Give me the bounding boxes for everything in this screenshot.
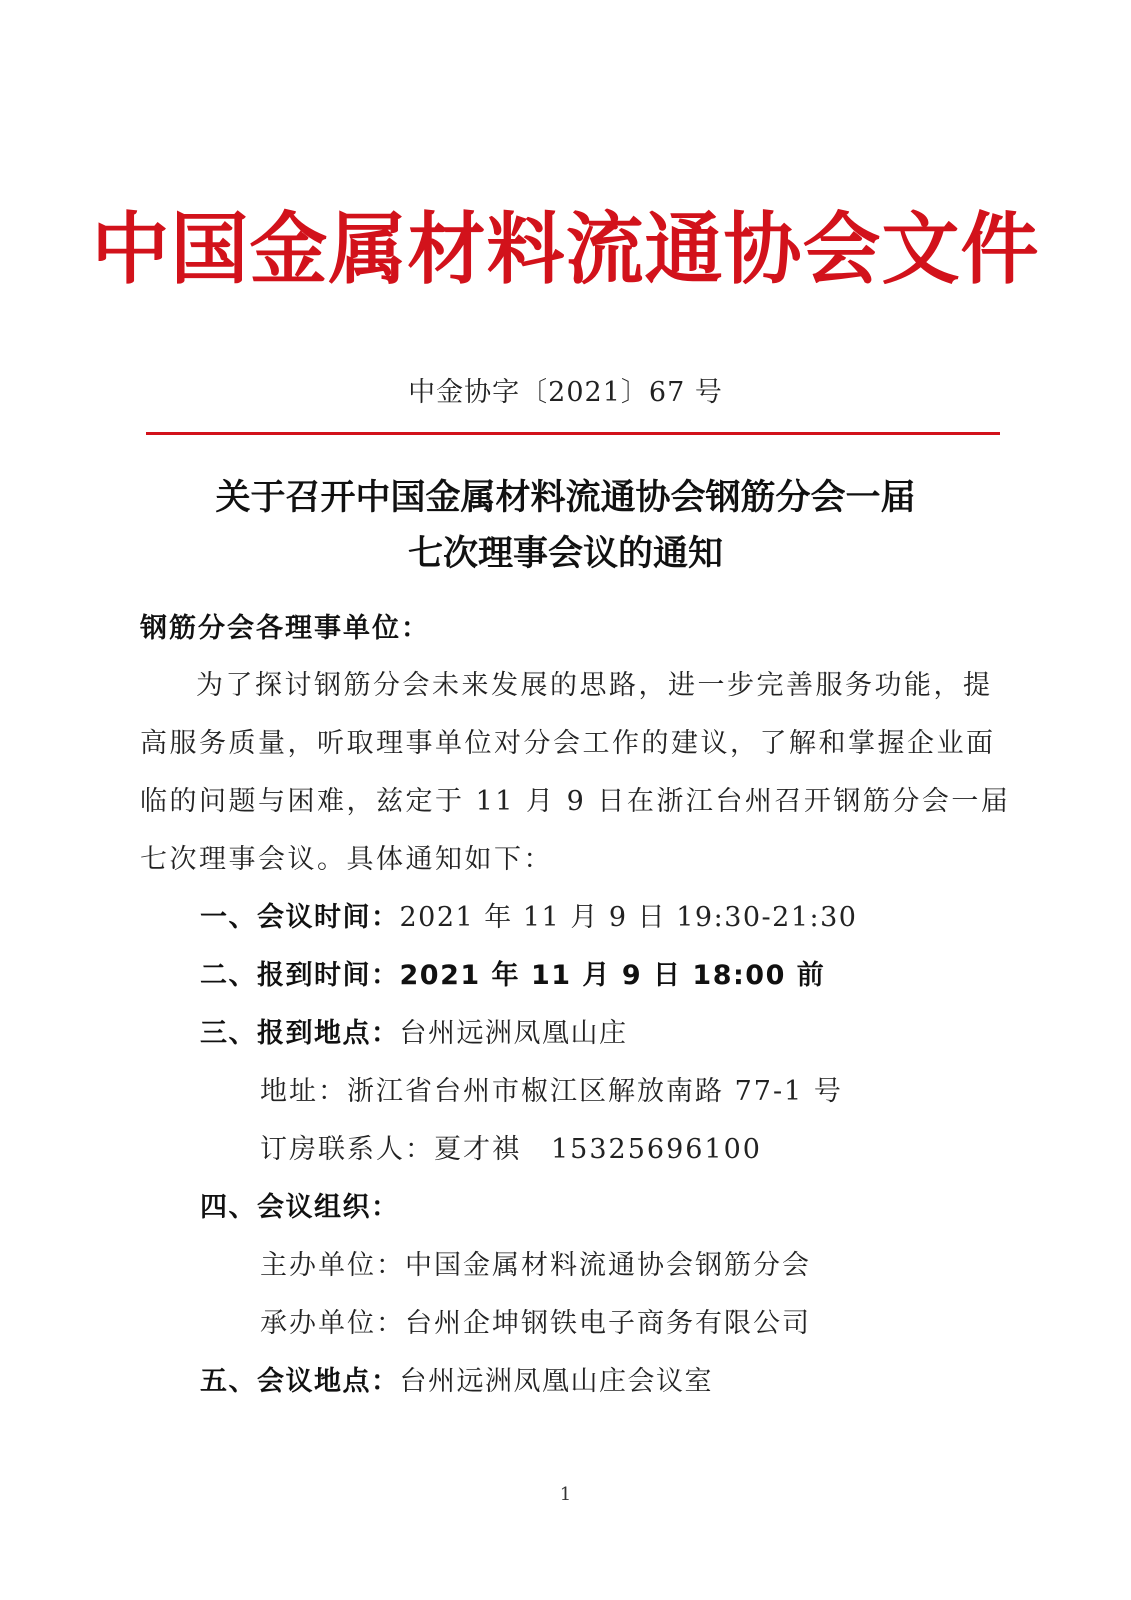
checkin-place-label: 三、报到地点： — [200, 1018, 400, 1049]
meeting-place-label: 五、会议地点： — [200, 1366, 400, 1397]
page-number: 1 — [559, 1484, 572, 1505]
checkin-place-item — [200, 1014, 628, 1054]
document-number: 中金协字〔2021〕67 号 — [408, 377, 723, 408]
body-paragraph-line: 七次理事会议。具体通知如下： — [140, 844, 553, 875]
masthead-title: 中国金属材料流通协会文件 — [91, 205, 1040, 295]
checkin-time-label: 二、报到时间： — [200, 960, 400, 991]
organization-item — [200, 1188, 400, 1228]
body-paragraph-line: 高服务质量，听取理事单位对分会工作的建议，了解和掌握企业面 — [140, 728, 996, 759]
booking-contact-phone: 15325696100 — [551, 1134, 762, 1165]
notice-title-line-2: 七次理事会议的通知 — [407, 534, 723, 574]
meeting-place-item — [200, 1362, 713, 1402]
organization-label: 四、会议组织： — [200, 1192, 400, 1223]
checkin-time-value: 2021 年 11 月 9 日 18:00 前 — [399, 960, 826, 991]
host-line: 主办单位：中国金属材料流通协会钢筋分会 — [260, 1250, 811, 1281]
meeting-time-label: 一、会议时间： — [200, 902, 400, 933]
booking-contact-label: 订房联系人：夏才祺 — [260, 1134, 521, 1165]
meeting-time-item — [200, 898, 858, 938]
red-divider-line — [146, 432, 1000, 435]
checkin-time-item — [200, 956, 825, 996]
meeting-place-value: 台州远洲凤凰山庄会议室 — [399, 1366, 713, 1397]
meeting-time-value: 2021 年 11 月 9 日 19:30-21:30 — [399, 902, 858, 933]
salutation: 钢筋分会各理事单位： — [140, 613, 430, 644]
organizer-line: 承办单位：台州企坤钢铁电子商务有限公司 — [260, 1308, 811, 1339]
booking-contact-line — [260, 1130, 762, 1170]
checkin-place-value: 台州远洲凤凰山庄 — [399, 1018, 628, 1049]
body-paragraph-line: 临的问题与困难，兹定于 11 月 9 日在浙江台州召开钢筋分会一届 — [140, 786, 1011, 817]
notice-title-line-1: 关于召开中国金属材料流通协会钢筋分会一届 — [215, 478, 916, 518]
address-line: 地址：浙江省台州市椒江区解放南路 77-1 号 — [260, 1076, 843, 1107]
body-paragraph-line: 为了探讨钢筋分会未来发展的思路，进一步完善服务功能，提 — [196, 670, 993, 701]
